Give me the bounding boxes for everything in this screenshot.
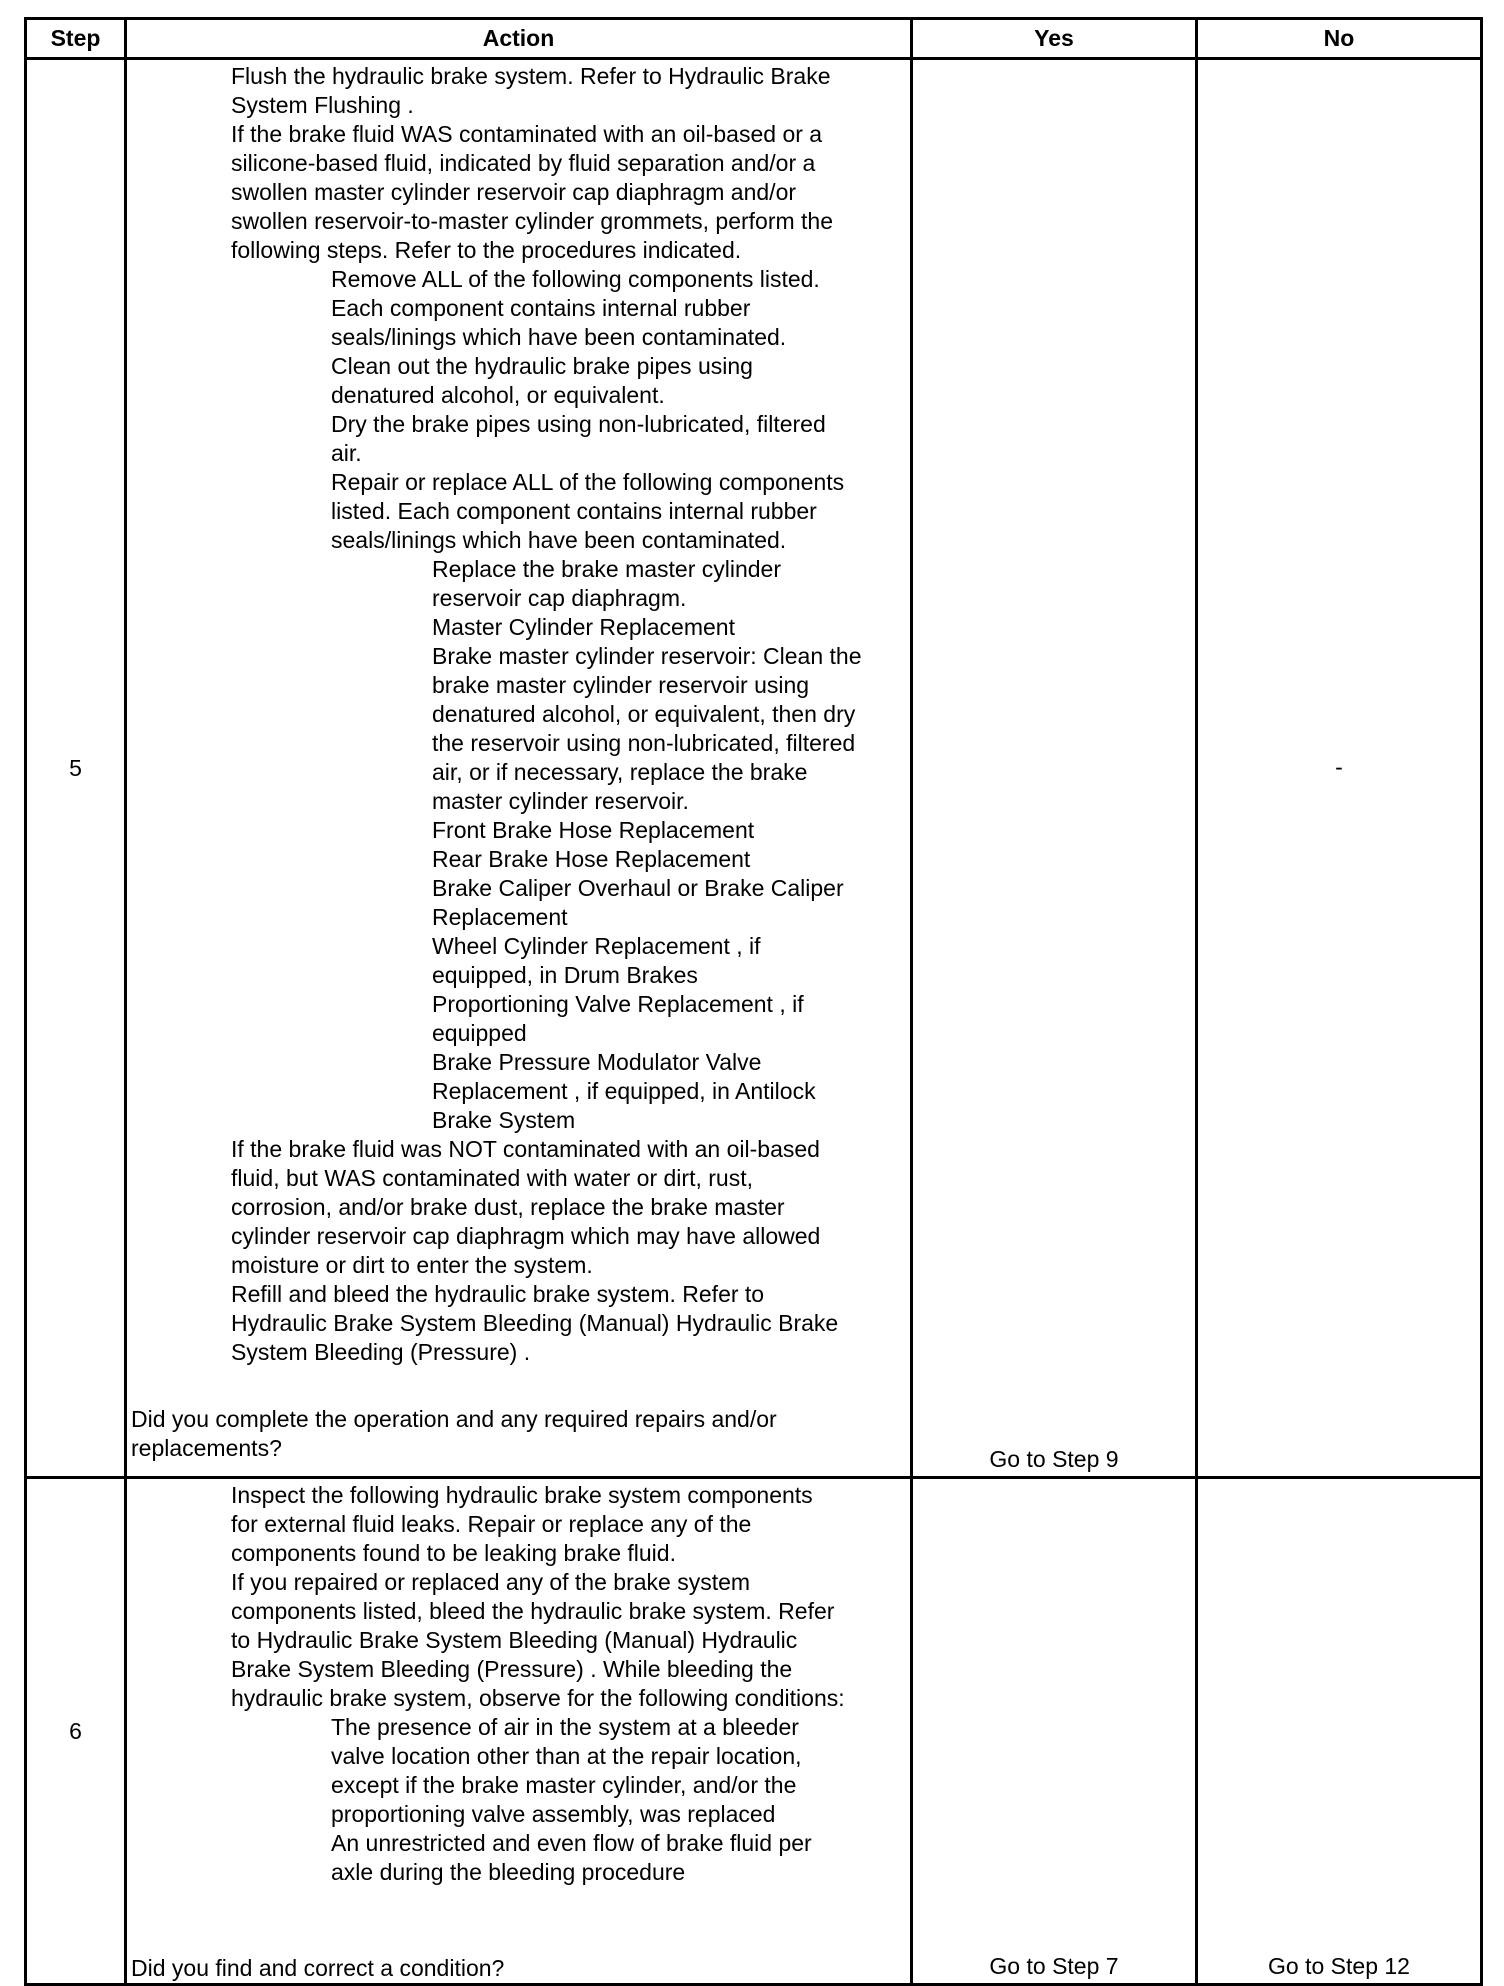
action-line: valve location other than at the repair location, (331, 1743, 802, 1769)
action-line: Each component contains internal rubber (331, 295, 751, 321)
question-line: replacements? (131, 1435, 282, 1461)
action-cell (126, 59, 912, 1478)
action-line: Brake System Bleeding (Pressure) . While bleeding the (231, 1656, 793, 1682)
diagnostic-table (24, 17, 1483, 1986)
action-line: proportioning valve assembly, was replaced (331, 1801, 776, 1827)
action-line: reservoir cap diaphragm. (432, 585, 687, 611)
action-line: equipped (432, 1020, 527, 1046)
action-line: Replacement , if equipped, in Antilock (432, 1078, 816, 1104)
action-line: Brake Pressure Modulator Valve (432, 1049, 762, 1075)
action-line: Repair or replace ALL of the following components (331, 469, 845, 495)
question-line: Did you find and correct a condition? (131, 1955, 505, 1981)
header-step: Step (26, 19, 126, 59)
action-line: Proportioning Valve Replacement , if (432, 991, 804, 1017)
action-line: for external fluid leaks. Repair or replace any of the (231, 1511, 752, 1537)
action-line: air, or if necessary, replace the brake (432, 759, 808, 785)
step-number: 6 (26, 1478, 126, 1985)
action-line: Remove ALL of the following components listed. (331, 266, 820, 292)
action-line: Dry the brake pipes using non-lubricated, filtered (331, 411, 826, 437)
action-line: System Flushing . (231, 92, 414, 118)
action-line: swollen master cylinder reservoir cap diaphragm and/or (231, 179, 797, 205)
action-line: Replacement (432, 904, 568, 930)
action-line: Flush the hydraulic brake system. Refer to Hydraulic Brake (231, 63, 831, 89)
action-cell (126, 1478, 912, 1985)
action-line: Brake Caliper Overhaul or Brake Caliper (432, 875, 844, 901)
action-line: Clean out the hydraulic brake pipes using (331, 353, 753, 379)
action-line: An unrestricted and even flow of brake fluid per (331, 1830, 812, 1856)
action-line: If the brake fluid was NOT contaminated with an oil-based (231, 1136, 820, 1162)
action-line: Wheel Cylinder Replacement , if (432, 933, 761, 959)
action-line: Brake master cylinder reservoir: Clean the (432, 643, 862, 669)
table-row (26, 1478, 1482, 1985)
table-row (26, 59, 1482, 1478)
action-line: If the brake fluid WAS contaminated with an oil-based or a (231, 121, 823, 147)
action-line: except if the brake master cylinder, and/or the (331, 1772, 797, 1798)
action-line: Inspect the following hydraulic brake system components (231, 1482, 813, 1508)
action-line: silicone-based fluid, indicated by fluid separation and/or a (231, 150, 816, 176)
no-result: - (1197, 59, 1482, 1478)
question-line: Did you complete the operation and any required repairs and/or (131, 1406, 777, 1432)
yes-result: Go to Step 7 (912, 1478, 1197, 1985)
action-line: equipped, in Drum Brakes (432, 962, 698, 988)
action-line: denatured alcohol, or equivalent, then dry (432, 701, 856, 727)
action-line: to Hydraulic Brake System Bleeding (Manual) Hydraulic (231, 1627, 798, 1653)
action-line: Hydraulic Brake System Bleeding (Manual) Hydraulic Brake (231, 1310, 839, 1336)
header-no: No (1197, 19, 1482, 59)
action-line: System Bleeding (Pressure) . (231, 1339, 531, 1365)
action-line: swollen reservoir-to-master cylinder grommets, perform the (231, 208, 834, 234)
action-line: If you repaired or replaced any of the brake system (231, 1569, 751, 1595)
action-line: master cylinder reservoir. (432, 788, 689, 814)
action-line: fluid, but WAS contaminated with water or dirt, rust, (231, 1165, 753, 1191)
action-line: Replace the brake master cylinder (432, 556, 781, 582)
action-line: brake master cylinder reservoir using (432, 672, 810, 698)
action-line: The presence of air in the system at a bleeder (331, 1714, 799, 1740)
action-line: listed. Each component contains internal rubber (331, 498, 817, 524)
action-line: axle during the bleeding procedure (331, 1859, 686, 1885)
header-row (26, 19, 1482, 59)
action-line: hydraulic brake system, observe for the following conditions: (231, 1685, 845, 1711)
action-line: denatured alcohol, or equivalent. (331, 382, 665, 408)
action-line: the reservoir using non-lubricated, filtered (432, 730, 856, 756)
action-line: moisture or dirt to enter the system. (231, 1252, 593, 1278)
action-line: following steps. Refer to the procedures indicated. (231, 237, 742, 263)
action-line: Refill and bleed the hydraulic brake system. Refer to (231, 1281, 765, 1307)
action-line: cylinder reservoir cap diaphragm which may have allowed (231, 1223, 821, 1249)
action-line: corrosion, and/or brake dust, replace the brake master (231, 1194, 785, 1220)
action-line: air. (331, 440, 362, 466)
no-result: Go to Step 12 (1197, 1478, 1482, 1985)
action-line: components listed, bleed the hydraulic brake system. Refer (231, 1598, 835, 1624)
action-line: Front Brake Hose Replacement (432, 817, 755, 843)
header-action: Action (126, 19, 912, 59)
action-line: Brake System (432, 1107, 576, 1133)
action-line: Master Cylinder Replacement (432, 614, 735, 640)
action-line: seals/linings which have been contaminated. (331, 527, 787, 553)
action-line: Rear Brake Hose Replacement (432, 846, 751, 872)
yes-result: Go to Step 9 (912, 59, 1197, 1478)
action-line: seals/linings which have been contaminated. (331, 324, 787, 350)
header-yes: Yes (912, 19, 1197, 59)
step-number: 5 (26, 59, 126, 1478)
action-line: components found to be leaking brake fluid. (231, 1540, 676, 1566)
